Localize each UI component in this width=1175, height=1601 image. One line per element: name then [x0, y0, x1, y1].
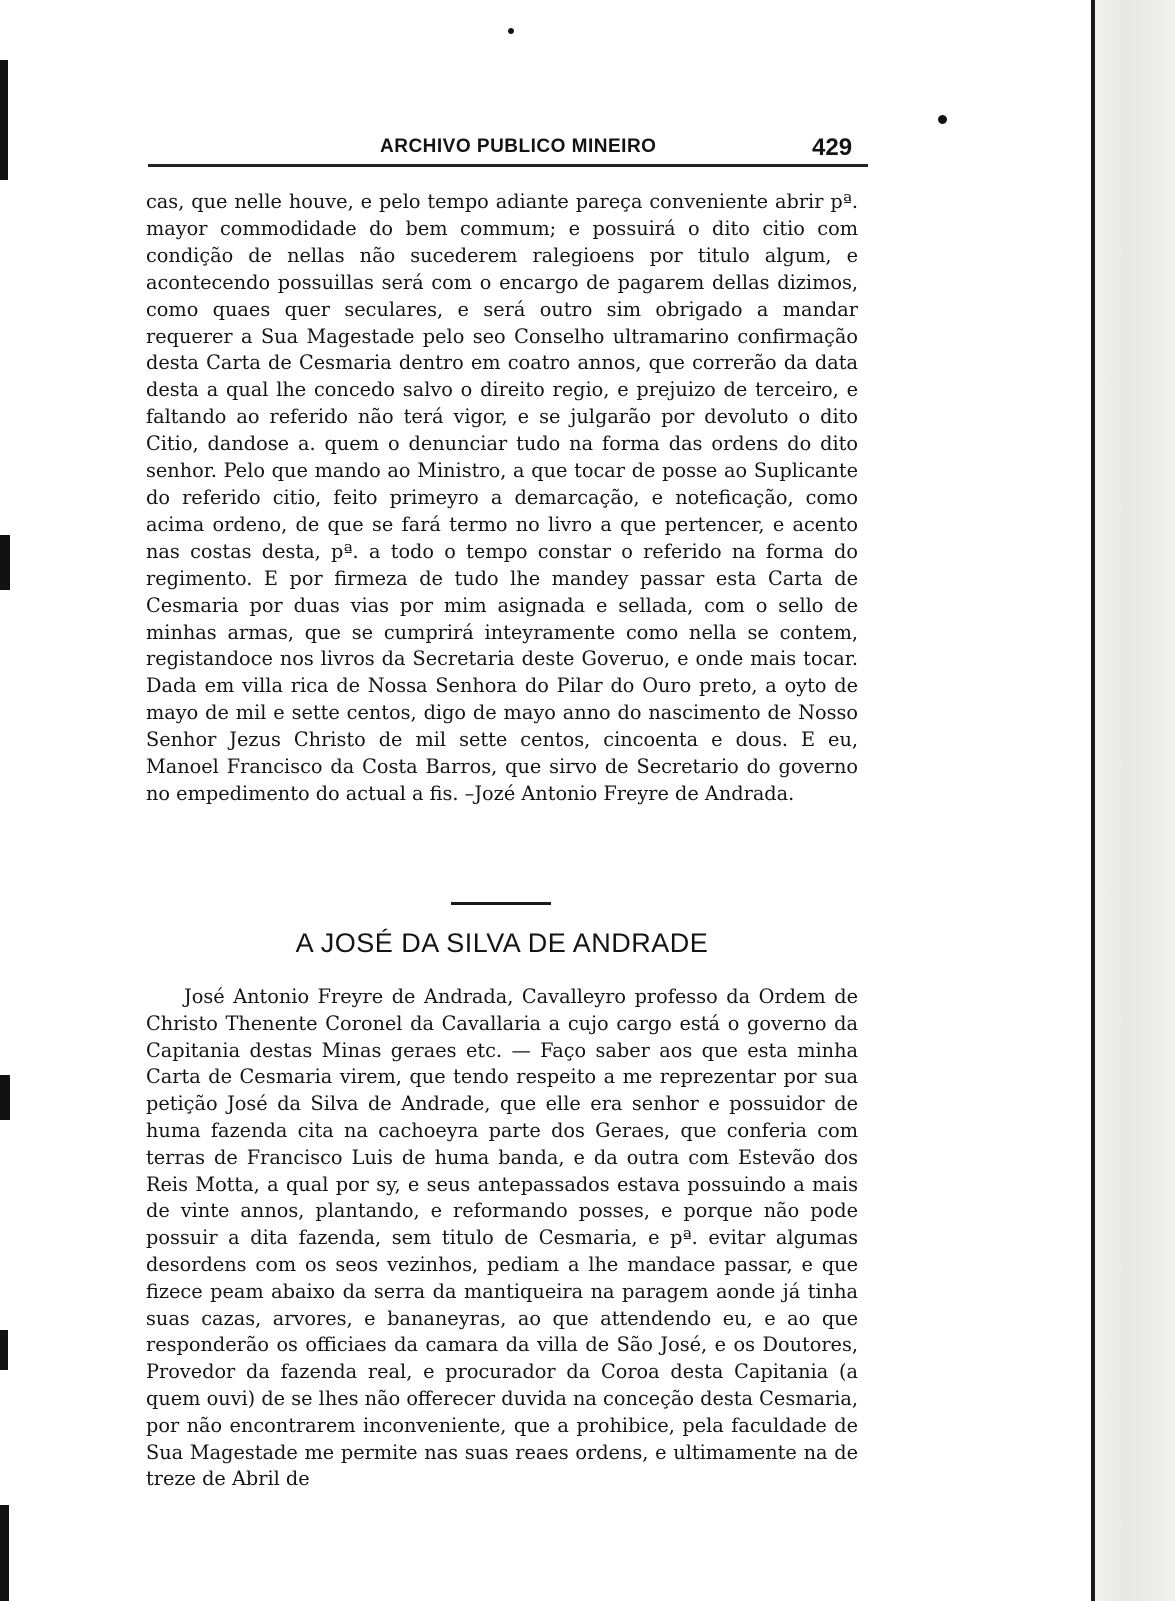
margin-mark — [0, 1505, 9, 1601]
ink-speck — [938, 115, 947, 124]
ink-speck — [508, 28, 514, 34]
section-title: A JOSÉ DA SILVA DE ANDRADE — [295, 928, 709, 958]
petition-paragraph: José Antonio Freyre de Andrada, Cavalleyro professo da Ordem de Christo Thenente Coronel da Cavallaria a cujo cargo está o governo da Capitania destas Minas geraes etc. — Faço saber aos que esta minha Carta de Cesmaria virem, que tendo respeito a me reprezentar por sua petição José da Silva de Andrade, que elle era senhor e possuidor de huma fazenda cita na cachoeyra parte dos Geraes, que conferia com terras de Francisco Luis de huma banda, e da outra com Estevão dos Reis Motta, a qual por sy, e seus antepassados estava possuindo a mais de vinte annos, plantando, e reformando posses, e porque não pode possuir a dita fazenda, sem titulo de Cesmaria, e pª. evitar algumas desordens com os seos vezinhos, pediam a lhe mandace passar, e que fizece peam abaixo da serra da mantiqueira na paragem aonde já tinha suas cazas, arvores, e bananeyras, ao que attendendo eu, e ao que responderão os officiaes da camara da villa de São José, e os Doutores, Provedor da fazenda real, e procurador da Coroa desta Capitania (a quem ouvi) de se lhes não offerecer duvida na conceção desta Cesmaria, por não encontrarem inconveniente, que a prohibice, pela faculdade de Sua Magestade me permite nas suas reaes ordens, e ultimamente na de treze de Abril de — [146, 985, 858, 1491]
page-edge-shadow — [1065, 0, 1175, 1601]
page-number: 429 — [812, 134, 853, 161]
running-head-title: ARCHIVO PUBLICO MINEIRO — [380, 136, 657, 157]
running-header — [148, 130, 868, 166]
margin-mark — [0, 60, 8, 180]
margin-mark — [0, 535, 10, 590]
section-divider — [451, 902, 551, 905]
header-rule — [148, 164, 868, 170]
margin-mark — [0, 1075, 10, 1120]
continuation-paragraph: cas, que nelle houve, e pelo tempo adiante pareça conveniente abrir pª. mayor commodidade do bem commum; e possuirá o dito citio com condição de nellas não sucederem ralegioens por titulo algum, e acontecendo possuillas será com o encargo de pagarem dellas dizimos, como quaes quer seculares, e será outro sim obrigado a mandar requerer a Sua Magestade pelo seo Conselho ultramarino confirmação desta Carta de Cesmaria dentro em coatro annos, que correrão da data desta a qual lhe concedo salvo o direito regio, e prejuizo de terceiro, e faltando ao referido não terá vigor, e se julgarão por devoluto o dito Citio, dandose a. quem o denunciar tudo na forma das ordens do dito senhor. Pelo que mando ao Ministro, a que tocar de posse ao Suplicante do referido citio, feito primeyro a demarcação, e noteficação, como acima ordeno, de que se fará termo no livro a que pertencer, e acento nas costas desta, pª. a todo o tempo constar o referido na forma do regimento. E por firmeza de tudo lhe mandey passar esta Carta de Cesmaria por duas vias por mim asignada e sellada, com o sello de minhas armas, que se cumprirá inteyramente como nella se contem, registandoce nos livros da Secretaria deste Goveruo, e onde mais tocar. Dada em villa rica de Nossa Senhora do Pilar do Ouro preto, a oyto de mayo de mil e sette centos, digo de mayo anno do nascimento de Nosso Senhor Jezus Christo de mil sette centos, cincoenta e dous. E eu, Manoel Francisco da Costa Barros, que sirvo de Secretario do governo no empedimento do actual a fis. –Jozé Antonio Freyre de Andrada. — [146, 190, 858, 805]
margin-mark — [0, 1330, 8, 1370]
